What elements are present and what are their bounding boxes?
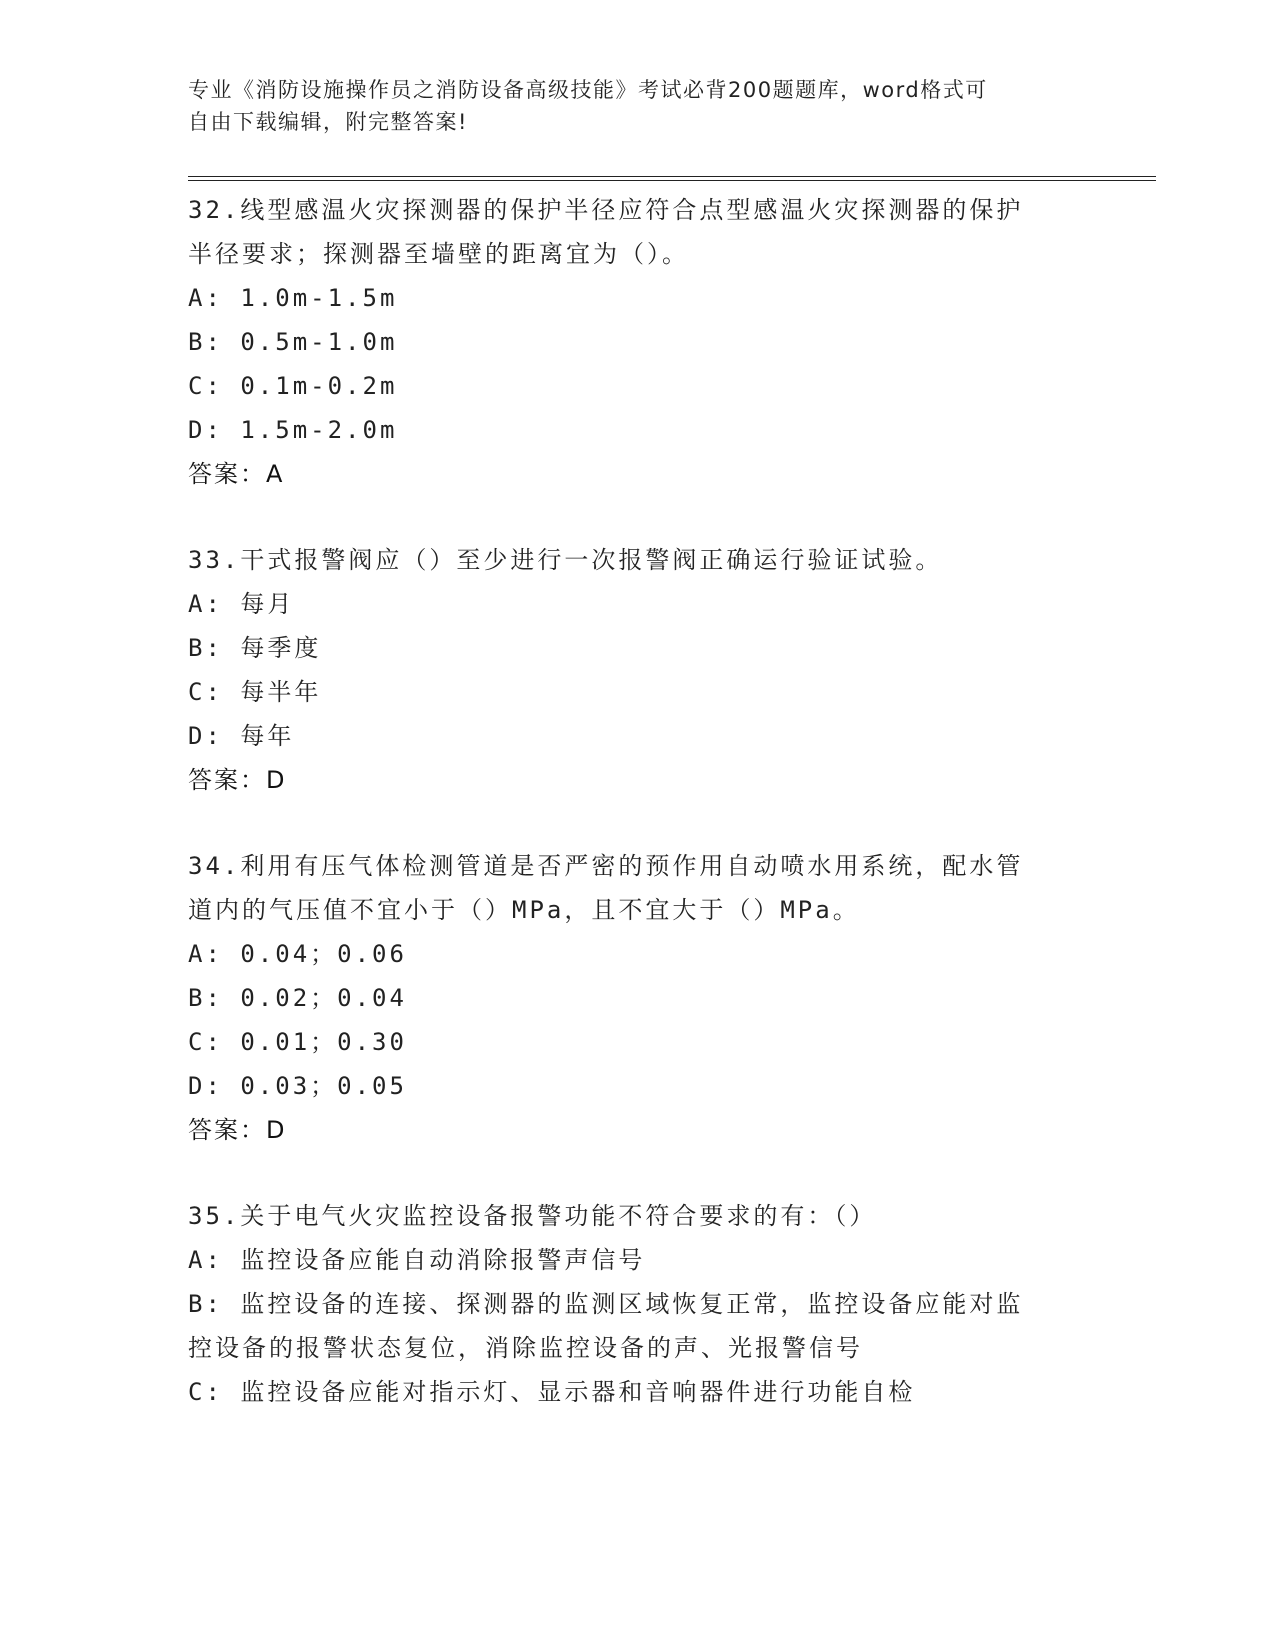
question-34	[188, 844, 1088, 1152]
question-text-continued: 道内的气压值不宜小于（）MPa，且不宜大于（）MPa。	[188, 896, 860, 924]
question-35	[188, 1194, 1088, 1414]
question-text: 34.利用有压气体检测管道是否严密的预作用自动喷水用系统，配水管	[188, 852, 1024, 880]
option-b: B: 监控设备的连接、探测器的监测区域恢复正常，监控设备应能对监	[188, 1290, 1024, 1318]
option-c: C: 每半年	[188, 678, 322, 706]
option-b: B: 每季度	[188, 634, 322, 662]
option-b: B: 0.02；0.04	[188, 984, 407, 1012]
option-d: D: 0.03；0.05	[188, 1072, 407, 1100]
option-b-continued: 控设备的报警状态复位，消除监控设备的声、光报警信号	[188, 1334, 863, 1362]
header-divider	[188, 176, 1156, 181]
question-text: 32.线型感温火灾探测器的保护半径应符合点型感温火灾探测器的保护	[188, 196, 1024, 224]
answer: 答案：A	[188, 460, 285, 488]
header-line-1: 专业《消防设施操作员之消防设备高级技能》考试必背200题题库，word格式可	[188, 78, 988, 102]
question-text: 35.关于电气火灾监控设备报警功能不符合要求的有：（）	[188, 1202, 877, 1230]
question-list	[188, 188, 1088, 1456]
answer: 答案：D	[188, 766, 287, 794]
option-c: C: 监控设备应能对指示灯、显示器和音响器件进行功能自检	[188, 1378, 916, 1406]
question-text: 33.干式报警阀应（）至少进行一次报警阀正确运行验证试验。	[188, 546, 943, 574]
answer: 答案：D	[188, 1116, 287, 1144]
option-a: A: 1.0m-1.5m	[188, 284, 398, 312]
option-a: A: 监控设备应能自动消除报警声信号	[188, 1246, 646, 1274]
option-d: D: 1.5m-2.0m	[188, 416, 398, 444]
question-32	[188, 188, 1088, 496]
option-a: A: 每月	[188, 590, 295, 618]
option-a: A: 0.04；0.06	[188, 940, 407, 968]
option-b: B: 0.5m-1.0m	[188, 328, 398, 356]
option-c: C: 0.1m-0.2m	[188, 372, 398, 400]
option-d: D: 每年	[188, 722, 295, 750]
option-c: C: 0.01；0.30	[188, 1028, 407, 1056]
question-33	[188, 538, 1088, 802]
question-text-continued: 半径要求；探测器至墙壁的距离宜为（）。	[188, 240, 689, 268]
header-line-2: 自由下载编辑，附完整答案!	[188, 110, 468, 134]
document-header	[188, 74, 1088, 138]
